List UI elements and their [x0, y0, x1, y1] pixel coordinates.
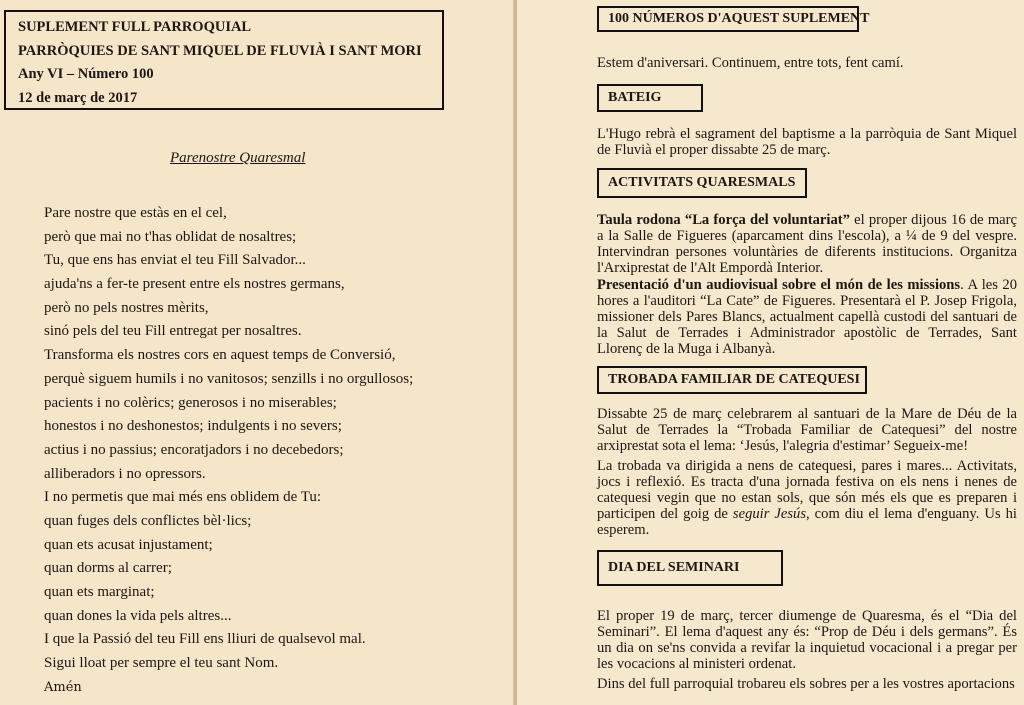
poem-line: sinó pels del teu Fill entregat per nosaltres.: [44, 323, 302, 340]
poem-line: Sigui lloat per sempre el teu sant Nom.: [44, 655, 279, 672]
poem-title: Parenostre Quaresmal: [170, 150, 306, 166]
poem-line: però que mai no t'has oblidat de nosaltres;: [44, 228, 297, 245]
activity-audiovisual-text: . A les 20 hores a l'auditori “La Cate” de Figueres. Presentarà el P. Josep Frigola, missioner dels Pares Blancs, actualment capellà custodi del santuari de la Salut de Terrades i Administrador apostòlic de Terrades, Sant Llorenç de la Muga i Albanyà.: [597, 277, 1018, 357]
poem-line: Transforma els nostres cors en aquest temps de Conversió,: [44, 347, 396, 364]
section-numeros-title: 100 NÚMEROS D'AQUEST SUPLEMENT: [597, 6, 859, 32]
poem-line: quan dorms al carrer;: [44, 560, 172, 577]
poem-line: Tu, que ens has enviat el teu Fill Salvador...: [44, 252, 306, 269]
section-bateig-text: L'Hugo rebrà el sagrament del baptisme a la parròquia de Sant Miquel de Fluvià el proper dissabte 25 de març.: [597, 126, 1017, 158]
section-trobada-title: TROBADA FAMILIAR DE CATEQUESI: [597, 366, 867, 394]
poem-line-amen: Amén: [44, 679, 82, 695]
poem-line: I que la Passió del teu Fill ens lliuri de qualsevol mal.: [44, 631, 366, 648]
poem-line: ajuda'ns a fer-te present entre els nostres germans,: [44, 276, 345, 293]
poem-line: Pare nostre que estàs en el cel,: [44, 205, 227, 221]
poem-line: perquè siguem humils i no vanitosos; senzills i no orgullosos;: [44, 370, 414, 387]
poem-line: alliberadors i no opressors.: [44, 465, 206, 482]
activity-roundtable-title: Taula rodona “La força del voluntariat”: [597, 212, 850, 228]
bulletin-header: [4, 10, 444, 110]
poem-line: quan ets acusat injustament;: [44, 536, 213, 553]
section-activitats-p2: [597, 277, 1017, 357]
poem-line: quan dones la vida pels altres...: [44, 607, 232, 624]
right-page: [517, 0, 1024, 705]
poem-line: honestos i no deshonestos; indulgents i no severs;: [44, 418, 342, 435]
section-seminari-p2: Dins del full parroquial trobareu els sobres per a les vostres aportacions: [597, 676, 1015, 692]
section-trobada-p1: Dissabte 25 de març celebrarem al santuari de la Mare de Déu de la Salut de Terrades la “Trobada Familiar de Catequesi” del nostre arxiprestat sota el lema: ‘Jesús, l'alegria d'estimar’ Segueix-me!: [597, 406, 1017, 454]
poem-line: I no permetis que mai més ens oblidem de Tu:: [44, 489, 322, 506]
section-bateig-title: BATEIG: [597, 84, 703, 112]
poem-line: quan ets marginat;: [44, 584, 155, 600]
section-activitats-p1: [597, 212, 1017, 276]
section-seminari-p1: El proper 19 de març, tercer diumenge de Quaresma, és el “Dia del Seminari”. El lema d'aquest any és: “Prop de Déu i dels germans”. És un dia on se'ns convida a revifar la inquietud vocacional i a pregar per les vocacions al ministeri ordenat.: [597, 608, 1017, 672]
trobada-italic: seguir Jesús: [732, 506, 807, 522]
header-date: 12 de març de 2017: [18, 89, 138, 106]
poem-line: quan fuges dels conflictes bèl·lics;: [44, 512, 252, 529]
section-seminari-title: DIA DEL SEMINARI: [597, 550, 783, 586]
section-trobada-p2: [597, 458, 1017, 538]
section-numeros-text: Estem d'aniversari. Continuem, entre tots, fent camí.: [597, 55, 904, 71]
activity-audiovisual-title: Presentació d'un audiovisual sobre el món de les missions: [597, 277, 961, 293]
section-activitats-title: ACTIVITATS QUARESMALS: [597, 168, 807, 198]
trobada-text-before: La trobada va dirigida a nens de catequesi, pares i mares... Activitats, jocs i reflexió. Es tracta d'una jornada festiva on els nens i nenes de catequesi vegin que no estan sols, que són més els que es preparen i participen del goig de: [597, 458, 1017, 522]
trobada-text-after: , com diu el lema d'enguany. Us hi esperem.: [597, 506, 1017, 538]
header-title: SUPLEMENT FULL PARROQUIAL: [18, 19, 252, 35]
poem-line: pacients i no colèrics; generosos i no miserables;: [44, 394, 337, 411]
activity-roundtable-text: el proper dijous 16 de març a la Salle de Figueres (aparcament dins l'escola), a ¼ de 9 del vespre. Intervindran persones voluntàries de diferents institucions. Organitza l'Arxiprestat de l'Alt Empordà Interior.: [597, 212, 1017, 276]
header-parishes: PARRÒQUIES DE SANT MIQUEL DE FLUVIÀ I SANT MORI: [18, 42, 422, 59]
poem-line: actius i no passius; encoratjadors i no decebedors;: [44, 441, 344, 458]
poem-line: però no pels nostres mèrits,: [44, 299, 209, 316]
poem-body: [44, 202, 504, 699]
header-issue: Any VI – Número 100: [18, 66, 154, 82]
